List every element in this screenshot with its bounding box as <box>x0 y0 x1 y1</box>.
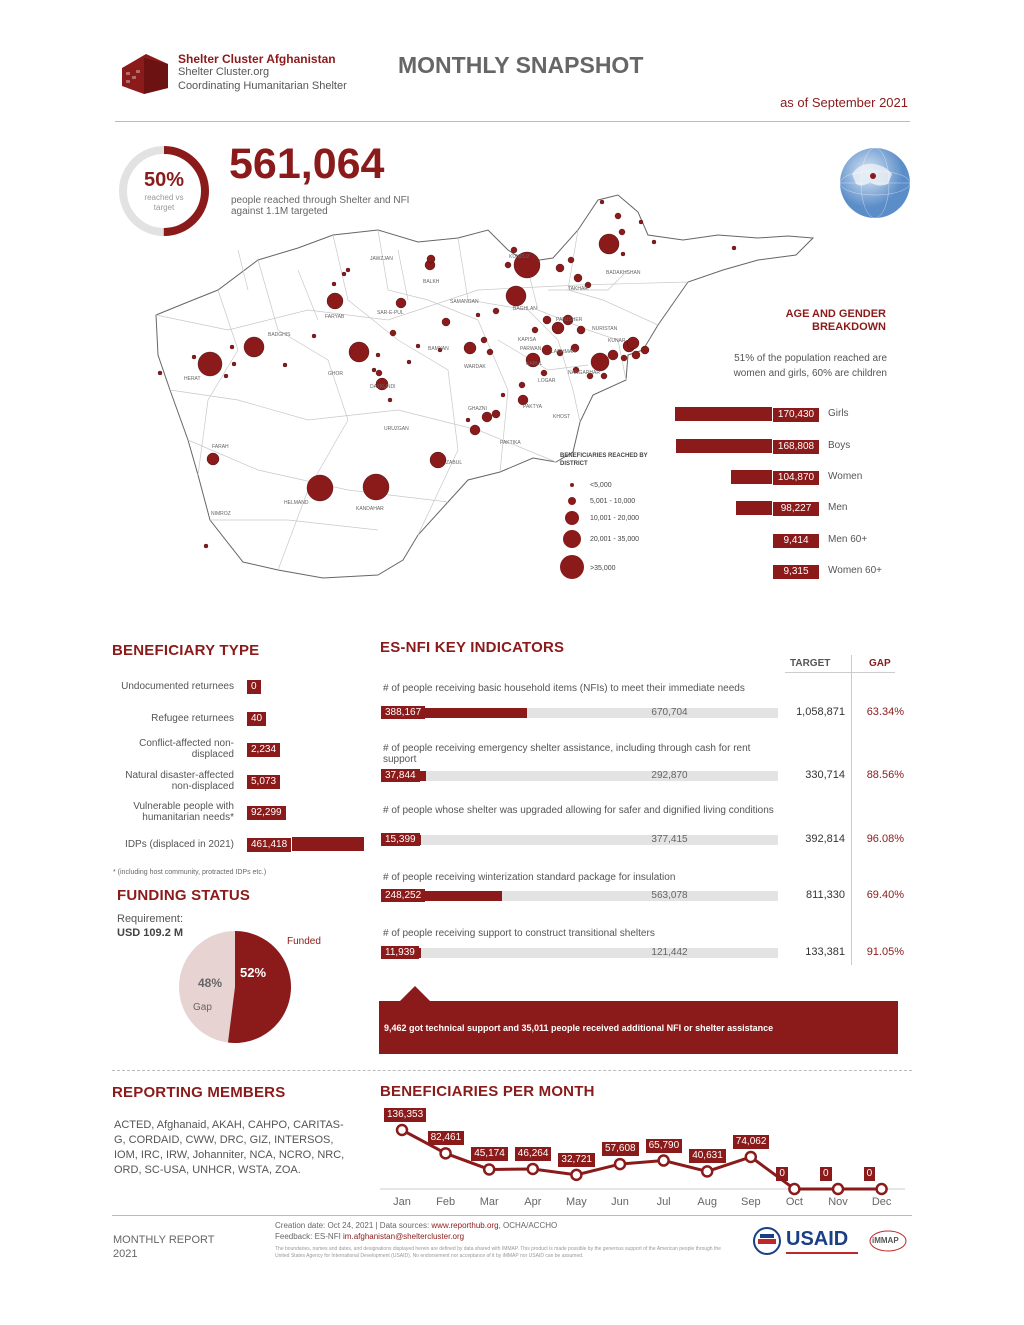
svg-text:PANJSHER: PANJSHER <box>556 317 583 323</box>
svg-text:NURISTAN: NURISTAN <box>592 326 618 332</box>
svg-text:NIMROZ: NIMROZ <box>211 511 231 517</box>
svg-text:KAPISA: KAPISA <box>518 337 537 343</box>
beneficiary-type-title: BENEFICIARY TYPE <box>112 642 260 659</box>
data-point <box>877 1184 887 1194</box>
age-gender-label: Women <box>828 471 863 482</box>
data-label: 32,721 <box>558 1153 595 1167</box>
indicator-gap: 88.56% <box>866 769 904 781</box>
callout-text: 9,462 got technical support and 35,011 people received additional NFI or shelter assistance <box>384 1023 774 1033</box>
indicator-text: # of people receiving winterization standard package for insulation <box>383 872 676 883</box>
kpi-percent-label: reached vs target <box>144 193 184 212</box>
funding-title: FUNDING STATUS <box>117 887 251 904</box>
logo <box>118 48 174 96</box>
data-point <box>702 1166 712 1176</box>
data-point <box>571 1170 581 1180</box>
beneficiary-type-value: 92,299 <box>246 805 287 821</box>
indicator-achieved: 15,399 <box>381 833 420 846</box>
footer-feedback <box>275 1232 464 1241</box>
indicators-callout <box>379 1001 898 1054</box>
data-label: 136,353 <box>384 1108 426 1122</box>
beneficiary-type-label: Undocumented returnees <box>121 681 234 692</box>
data-label: 46,264 <box>515 1147 552 1161</box>
kpi-percent: 50% <box>143 169 185 191</box>
svg-text:HELMAND: HELMAND <box>284 500 309 506</box>
indicator-target: 392,814 <box>805 833 845 845</box>
beneficiary-type-label: Natural disaster-affected non-displaced <box>125 770 234 792</box>
funding-gap-label: Gap <box>193 1002 212 1013</box>
indicator-achieved: 388,167 <box>381 706 425 719</box>
month-label: Dec <box>871 1196 892 1208</box>
age-gender-label: Girls <box>828 408 849 419</box>
indicator-remaining: 377,415 <box>651 834 688 845</box>
footer-report-label: MONTHLY REPORT <box>113 1234 215 1246</box>
svg-text:LAGHMAN: LAGHMAN <box>551 349 576 355</box>
target-column-header: TARGET <box>790 658 831 669</box>
funding-requirement-label: Requirement: <box>117 913 184 925</box>
beneficiary-type-value: 40 <box>246 711 267 727</box>
age-gender-value: 104,870 <box>772 470 820 486</box>
indicator-text: # of people receiving emergency shelter assistance, including through cash for rent support <box>383 743 751 765</box>
svg-text:KUNDUZ: KUNDUZ <box>509 254 530 260</box>
beneficiary-type-value: 461,418 <box>246 837 292 853</box>
svg-text:URUZGAN: URUZGAN <box>384 426 409 432</box>
indicator-achieved: 11,939 <box>381 946 419 959</box>
svg-text:KABUL: KABUL <box>526 361 543 367</box>
svg-text:KANDAHAR: KANDAHAR <box>356 506 384 512</box>
svg-text:NANGARHAR: NANGARHAR <box>568 370 600 376</box>
reporthub-link[interactable]: www.reporthub.org <box>431 1221 499 1230</box>
svg-text:KUNAR: KUNAR <box>608 338 626 344</box>
indicator-remaining: 292,870 <box>651 770 688 781</box>
indicator-remaining: 563,078 <box>651 890 688 901</box>
legend-item-1: <5,000 <box>590 482 612 489</box>
indicator-text: # of people receiving support to construct transitional shelters <box>383 928 655 939</box>
beneficiary-type-label: Conflict-affected non-displaced <box>139 738 234 760</box>
month-label: Nov <box>828 1196 848 1208</box>
indicator-achieved: 37,844 <box>381 769 420 782</box>
indicator-gap: 63.34% <box>866 706 904 718</box>
indicator-target: 1,058,871 <box>796 706 845 718</box>
svg-text:BADAKHSHAN: BADAKHSHAN <box>606 270 641 276</box>
usaid-wordmark: USAID <box>786 1228 849 1250</box>
month-label: Aug <box>697 1196 717 1208</box>
usaid-logo <box>752 1226 862 1258</box>
month-label: Mar <box>479 1196 499 1208</box>
footer-year: 2021 <box>113 1248 138 1260</box>
age-gender-value: 9,414 <box>772 533 820 549</box>
org-name: Shelter Cluster Afghanistan <box>178 52 336 66</box>
data-point <box>441 1148 451 1158</box>
svg-text:KHOST: KHOST <box>553 414 571 420</box>
map-legend <box>560 452 680 582</box>
svg-text:PAKTYA: PAKTYA <box>523 404 542 410</box>
org-tagline: Coordinating Humanitarian Shelter <box>178 80 347 92</box>
data-label: 0 <box>864 1167 876 1181</box>
callout-pointer <box>400 986 430 1001</box>
svg-text:SAR-E-PUL: SAR-E-PUL <box>377 310 404 316</box>
svg-text:FARYAB: FARYAB <box>325 314 345 320</box>
reporting-members-title: REPORTING MEMBERS <box>112 1084 286 1101</box>
usaid-underline <box>786 1252 858 1254</box>
age-gender-value: 98,227 <box>772 501 820 517</box>
month-label: Apr <box>524 1196 542 1208</box>
gap-column-header: GAP <box>869 658 891 669</box>
legend-circles <box>560 472 594 592</box>
month-label: May <box>566 1196 587 1208</box>
monthly-chart-title: BENEFICIARIES PER MONTH <box>380 1083 595 1100</box>
beneficiary-type-label: IDPs (displaced in 2021) <box>125 839 234 850</box>
data-label: 65,790 <box>646 1139 683 1153</box>
map-legend-title: BENEFICIARIES REACHED BY DISTRICT <box>560 453 648 467</box>
indicator-text: # of people receiving basic household items (NFIs) to meet their immediate needs <box>383 683 745 694</box>
beneficiary-type-label: Vulnerable people with humanitarian needs* <box>133 801 234 823</box>
svg-text:BALKH: BALKH <box>423 279 440 285</box>
immap-wordmark: iMMAP <box>872 1236 899 1245</box>
svg-text:DAYKUNDI: DAYKUNDI <box>370 384 396 390</box>
beneficiary-type-value: 5,073 <box>246 774 281 790</box>
month-label: Jul <box>656 1196 671 1208</box>
svg-text:PAKTIKA: PAKTIKA <box>500 440 521 446</box>
age-gender-label: Women 60+ <box>828 565 883 576</box>
legend-item-4: 20,001 - 35,000 <box>590 536 640 543</box>
svg-text:FARAH: FARAH <box>212 444 229 450</box>
shelter-logo-icon <box>118 48 174 96</box>
svg-text:BADGHIS: BADGHIS <box>268 332 291 338</box>
section-divider <box>112 1070 912 1071</box>
footer-disclaimer: The boundaries, names and dates, and designations displayed herein are defined by data shared with IMMAP. This product is made possible by the generous support of the American people through the United States Agency for International Development (USAID). No endorsement nor acceptance of it by iMMAP nor USAID can be assumed. <box>275 1246 721 1259</box>
month-label: Jan <box>393 1196 411 1208</box>
indicators-title: ES-NFI KEY INDICATORS <box>380 639 565 656</box>
indicator-achieved: 248,252 <box>381 889 425 902</box>
svg-text:TAKHAR: TAKHAR <box>568 286 588 292</box>
usaid-seal-icon <box>752 1226 784 1256</box>
svg-text:LOGAR: LOGAR <box>538 378 556 384</box>
data-point <box>397 1125 407 1135</box>
data-label: 57,608 <box>602 1142 639 1156</box>
age-gender-value: 9,315 <box>772 564 820 580</box>
funding-funded-pct: 52% <box>240 965 267 980</box>
page-title: MONTHLY SNAPSHOT <box>398 52 644 78</box>
data-point <box>789 1184 799 1194</box>
indicator-target: 811,330 <box>806 889 845 901</box>
data-label: 74,062 <box>733 1135 770 1149</box>
svg-text:JAWZJAN: JAWZJAN <box>370 256 393 262</box>
svg-text:SAMANGAN: SAMANGAN <box>450 299 479 305</box>
month-label: Jun <box>611 1196 629 1208</box>
age-gender-note: 51% of the population reached are women and girls, 60% are children <box>733 353 887 379</box>
funding-pie <box>179 931 291 1043</box>
legend-item-2: 5,001 - 10,000 <box>590 498 636 505</box>
footer-creation-suffix: , OCHA/ACCHO <box>498 1221 558 1230</box>
month-label: Feb <box>436 1196 456 1208</box>
age-gender-value: 168,808 <box>772 439 820 455</box>
svg-text:BAGHLAN: BAGHLAN <box>513 306 537 312</box>
org-subtitle: Shelter Cluster.org <box>178 66 270 78</box>
month-label: Oct <box>785 1196 803 1208</box>
beneficiary-type-footnote: * (including host community, protracted IDPs etc.) <box>113 869 267 876</box>
month-label: Sep <box>741 1196 761 1208</box>
indicator-gap: 96.08% <box>866 833 904 845</box>
indicator-target: 133,381 <box>805 946 845 958</box>
svg-text:GHAZNI: GHAZNI <box>468 406 487 412</box>
data-point <box>746 1152 756 1162</box>
data-point <box>659 1156 669 1166</box>
kpi-description: people reached through Shelter and NFI against 1.1M targeted <box>231 195 410 217</box>
beneficiary-type-value: 0 <box>246 679 262 695</box>
data-label: 0 <box>776 1167 788 1181</box>
funding-requirement-value: USD 109.2 M <box>117 927 184 939</box>
kpi-total: 561,064 <box>229 140 385 188</box>
footer-creation-text: Creation date: Oct 24, 2021 | Data sources: <box>275 1221 432 1230</box>
data-point <box>484 1164 494 1174</box>
data-point <box>833 1184 843 1194</box>
reporting-members-list: ACTED, Afghanaid, AKAH, CAHPO, CARITAS-G, CORDAID, CWW, DRC, GIZ, INTERSOS, IOM, IRC, IRW, Johanniter, NCA, NCRO, NRC, ORD, SC-USA, UNHCR, WSTA, ZOA. <box>114 1119 345 1176</box>
age-gender-label: Men <box>828 502 848 513</box>
age-gender-title: AGE AND GENDER BREAKDOWN <box>785 308 886 333</box>
footer-creation <box>275 1221 557 1230</box>
data-label: 0 <box>820 1167 832 1181</box>
age-gender-label: Men 60+ <box>828 534 868 545</box>
age-gender-label: Boys <box>828 440 851 451</box>
immap-logo <box>868 1229 908 1253</box>
legend-item-3: 10,001 - 20,000 <box>590 515 640 522</box>
age-gender-value: 170,430 <box>772 407 820 423</box>
indicators-column-divider <box>851 655 852 965</box>
svg-text:WARDAK: WARDAK <box>464 364 486 370</box>
beneficiary-type-value: 2,234 <box>246 742 281 758</box>
funding-funded-label: Funded <box>287 936 321 947</box>
data-point <box>528 1164 538 1174</box>
data-label: 45,174 <box>471 1147 508 1161</box>
header-divider <box>115 121 910 122</box>
svg-text:GHOR: GHOR <box>328 371 343 377</box>
data-label: 82,461 <box>428 1131 465 1145</box>
indicator-remaining: 670,704 <box>651 707 688 718</box>
indicator-text: # of people whose shelter was upgraded allowing for safer and dignified living conditions <box>383 805 774 816</box>
data-label: 40,631 <box>689 1149 726 1163</box>
svg-text:BAMYAN: BAMYAN <box>428 346 449 352</box>
footer-divider <box>112 1215 912 1216</box>
funding-gap-pct: 48% <box>198 976 223 990</box>
data-point <box>615 1159 625 1169</box>
indicator-target: 330,714 <box>805 769 845 781</box>
footer-feedback-text: Feedback: ES-NFI <box>275 1232 344 1241</box>
as-of-date: as of September 2021 <box>780 95 908 110</box>
globe-icon <box>838 146 912 220</box>
indicators-header-line <box>785 672 895 673</box>
indicator-remaining: 121,442 <box>651 947 688 958</box>
beneficiary-type-label: Refugee returnees <box>151 713 234 724</box>
svg-text:PARWAN: PARWAN <box>520 346 542 352</box>
svg-text:HERAT: HERAT <box>184 376 201 382</box>
indicator-gap: 91.05% <box>866 946 904 958</box>
indicator-gap: 69.40% <box>866 889 904 901</box>
afghanistan-map <box>148 190 818 590</box>
feedback-email-link[interactable]: im.afghanistan@sheltercluster.org <box>343 1232 465 1241</box>
svg-text:ZABUL: ZABUL <box>446 460 463 466</box>
legend-item-5: >35,000 <box>590 565 616 572</box>
